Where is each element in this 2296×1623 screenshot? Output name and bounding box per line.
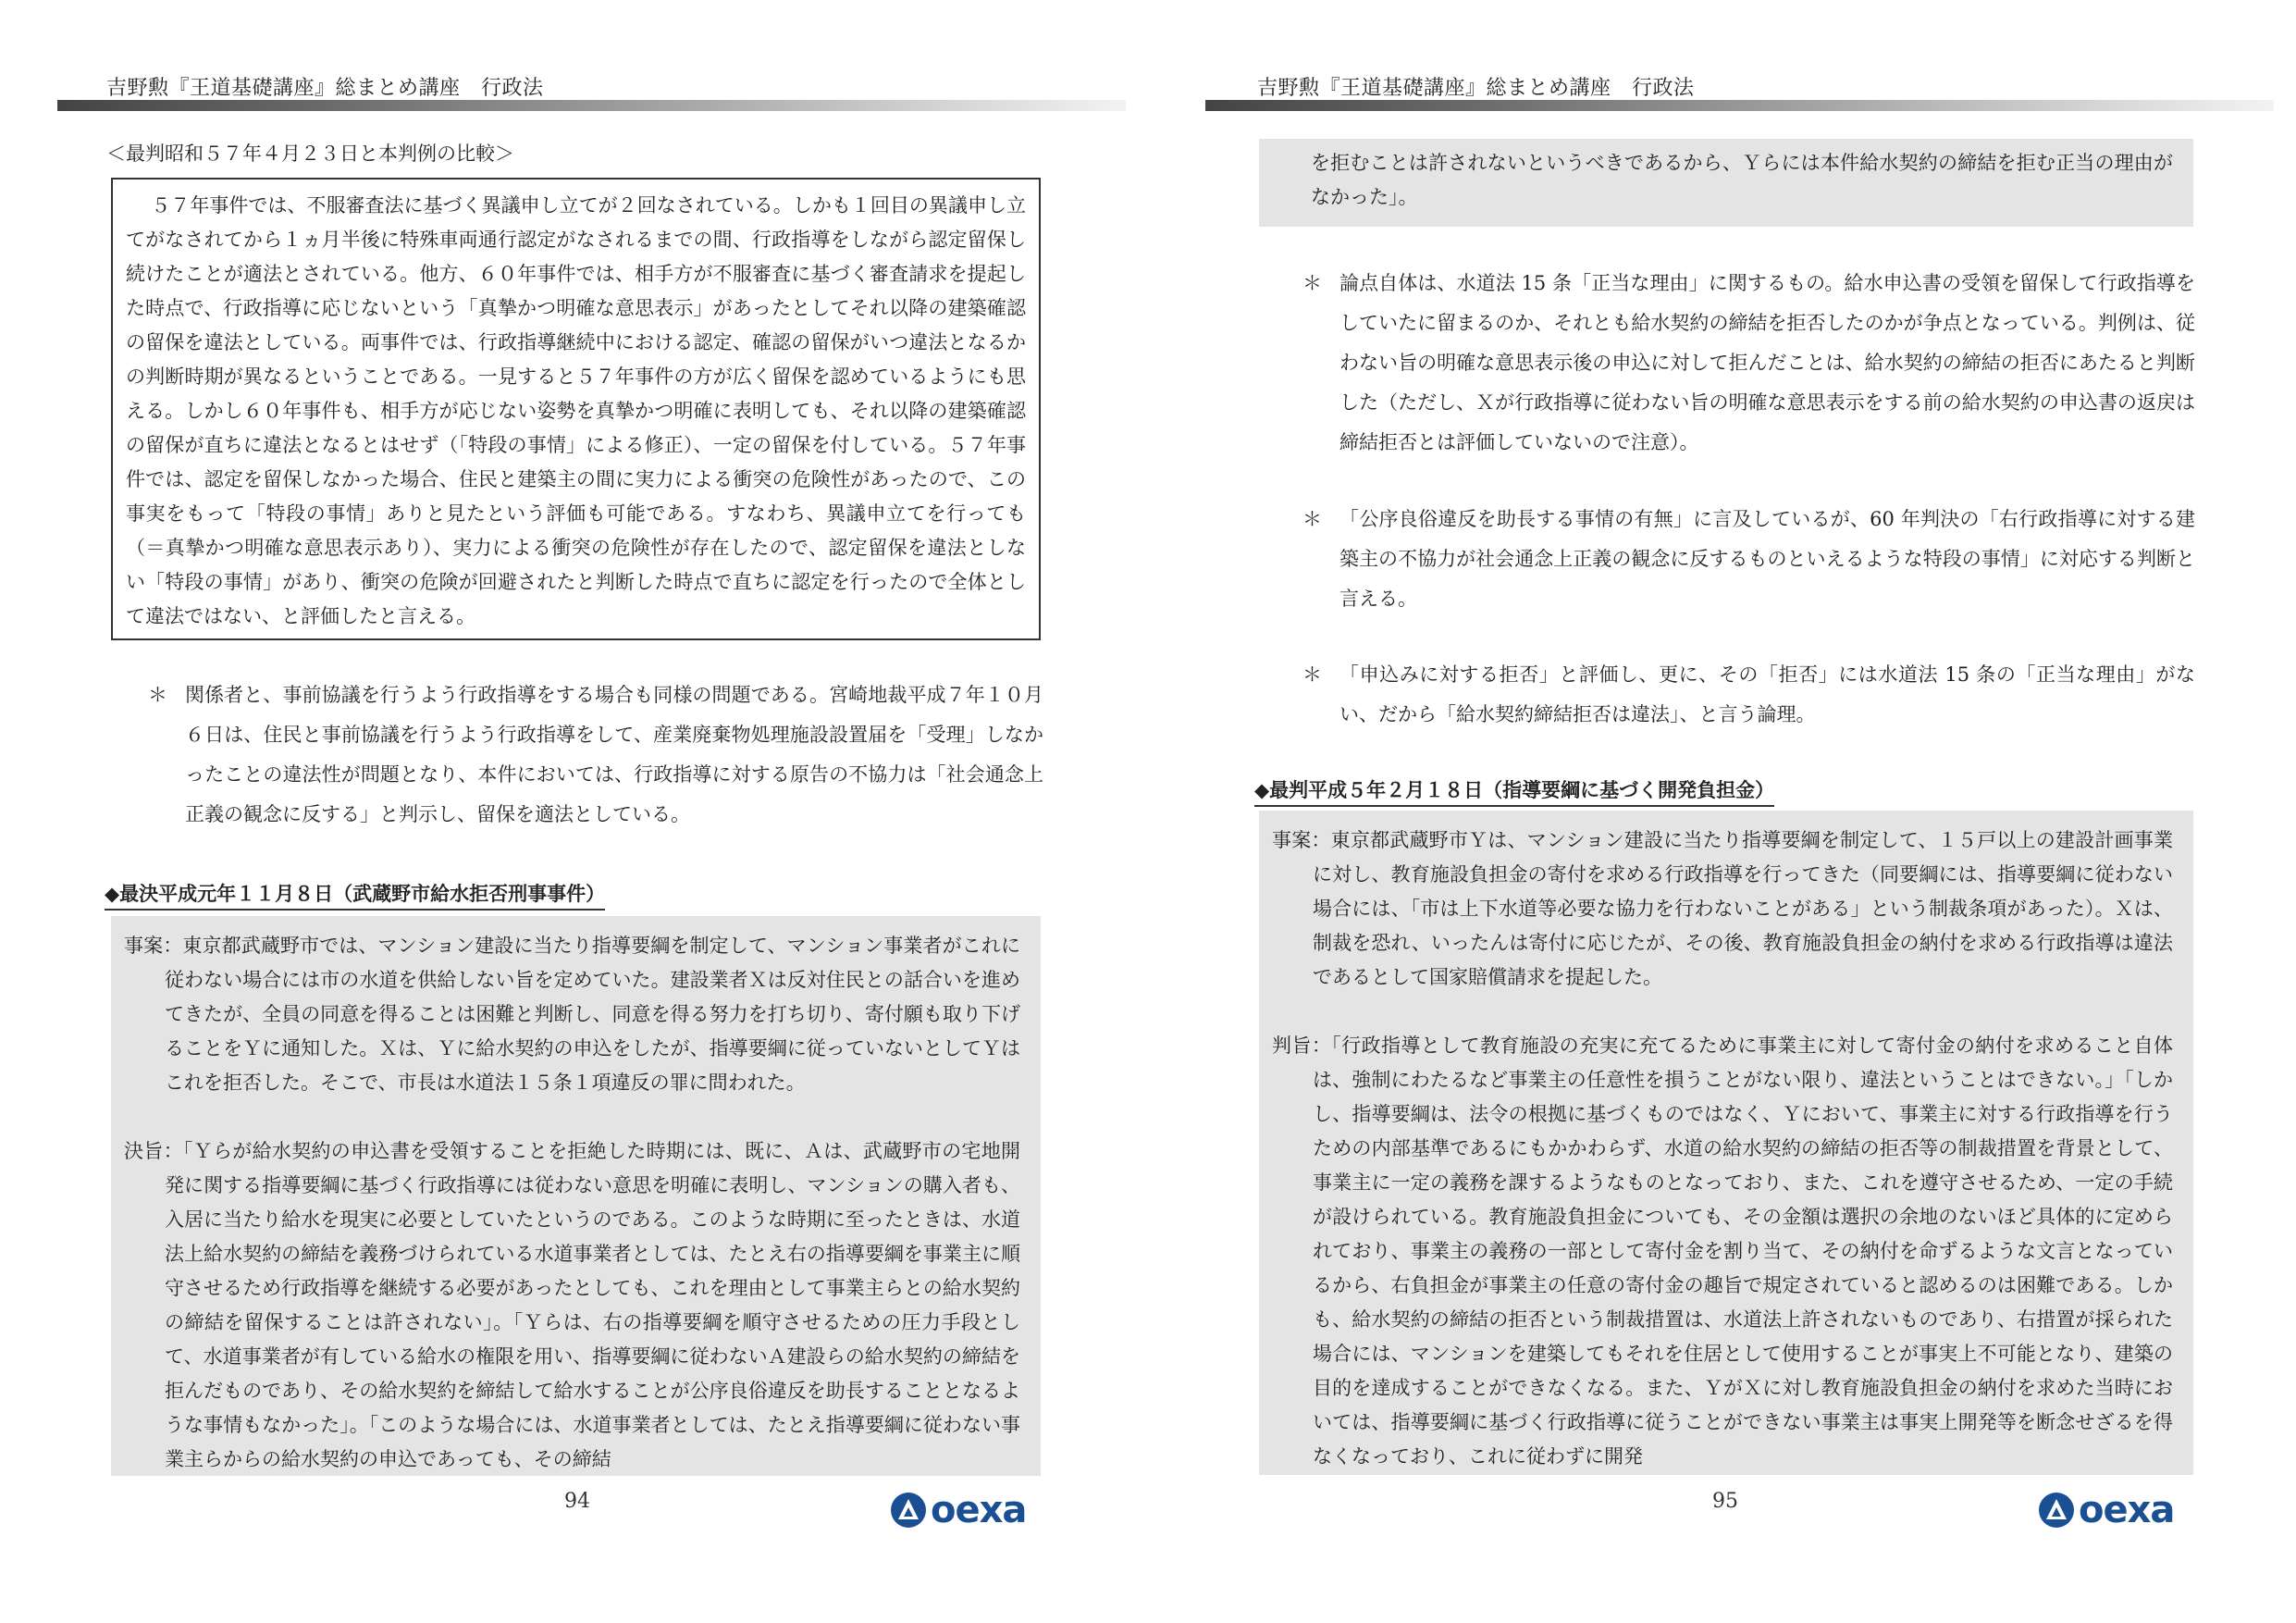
page-number: 95 [1712, 1490, 1738, 1513]
header-title: 吉野勲『王道基礎講座』総まとめ講座 行政法 [1257, 77, 1695, 100]
publisher-logo [890, 1489, 1027, 1531]
case-text: 東京都武蔵野市では、マンション建設に当たり指導要綱を制定して、マンション事業者がこれに従わない場合には市の水道を供給しない旨を定めていた。建設業者Ｘは反対住民との話合いを進めてきたが、全員の同意を得ることは困難と判断し、同意を得る努力を打ち切り、寄付願も取り下げることをＹに通知した。Ｘは、Ｙに給水契約の申込をしたが、指導要綱に従っていないとしてＹはこれを拒否した。そこで、市長は水道法１５条１項違反の罪に問われた。 [165, 935, 1021, 1094]
holding-label: 判旨： [1272, 1035, 1332, 1057]
section-title: ◆最決平成元年１１月８日（武蔵野市給水拒否刑事事件） [105, 879, 605, 911]
asterisk-marker: ＊ [148, 684, 167, 706]
logo-mark-icon [890, 1492, 927, 1529]
header-rule [57, 100, 1126, 111]
publisher-logo [2038, 1489, 2175, 1531]
asterisk-marker: ＊ [1302, 663, 1322, 686]
case-label: 事案： [124, 935, 183, 957]
continued-box [1259, 139, 2193, 227]
note-text: 論点自体は、水道法 15 条「正当な理由」に関するもの。給水申込書の受領を留保して行政指導をしていたに留まるのか、それとも給水契約の締結を拒否したのかが争点となっている。判例は、従わない旨の明確な意思表示後の申込に対して拒んだことは、給水契約の締結の拒否にあたると判断した（ただし、Ｘが行政指導に従わない旨の明確な意思表示をする前の給水契約の申込書の返戻は締結拒否とは評価していないので注意）。 [1339, 272, 2195, 453]
note-item [148, 675, 1043, 835]
note-item [1302, 500, 2195, 619]
comparison-box [111, 178, 1041, 640]
header-rule [1205, 100, 2274, 111]
note-text: 関係者と、事前協議を行うよう行政指導をする場合も同様の問題である。宮崎地裁平成７年１０月６日は、住民と事前協議を行うよう行政指導をして、産業廃棄物処理施設設置届を「受理」しなかったことの違法性が問題となり、本件においては、行政指導に対する原告の不協力は「社会通念上正義の観念に反する」と判示し、留保を適法としている。 [185, 684, 1043, 825]
case-facts [1272, 824, 2173, 995]
comparison-text: ５７年事件では、不服審査法に基づく異議申し立てが２回なされている。しかも１回目の異議申し立てがなされてから１ヵ月半後に特殊車両通行認定がなされるまでの間、行政指導をしながら認定留保し続けたことが適法とされている。他方、６０年事件では、相手方が不服審査に基づく審査請求を提起した時点で、行政指導に応じないという「真摯かつ明確な意思表示」があったとしてそれ以降の建築確認の留保を違法としている。両事件では、行政指導継続中における認定、確認の留保がいつ違法となるかの判断時期が異なるということである。一見すると５７年事件の方が広く留保を認めているようにも思える。しかし６０年事件も、相手方が応じない姿勢を真摯かつ明確に表明しても、それ以降の建築確認の留保が直ちに違法となるとはせず（「特段の事情」による修正）、一定の留保を付している。５７年事件では、認定を留保しなかった場合、住民と建築主の間に実力による衝突の危険性があったので、この事実をもって「特段の事情」ありと見たという評価も可能である。すなわち、異議申立てを行っても（＝真摯かつ明確な意思表示あり）、実力による衝突の危険性が存在したので、認定留保を違法としない「特段の事情」があり、衝突の危険が回避されたと判断した時点で直ちに認定を行ったので全体として違法ではない、と評価したと言える。 [126, 194, 1026, 627]
holding-label: 決旨： [124, 1140, 183, 1162]
case-holding [124, 1134, 1021, 1476]
case-label: 事案： [1272, 829, 1331, 851]
page-number: 94 [564, 1490, 590, 1513]
case-box [111, 916, 1041, 1476]
comparison-caption: ＜最判昭和５７年４月２３日と本判例の比較＞ [106, 142, 514, 165]
logo-text: oexa [931, 1489, 1027, 1531]
case-holding [1272, 1029, 2173, 1474]
logo-mark-icon [2038, 1492, 2075, 1529]
note-text: 「申込みに対する拒否」と評価し、更に、その「拒否」には水道法 15 条の「正当な理由」がない、だから「給水契約締結拒否は違法」、と言う論理。 [1339, 663, 2195, 725]
note-item [1302, 264, 2195, 463]
asterisk-marker: ＊ [1302, 272, 1322, 294]
asterisk-marker: ＊ [1302, 508, 1322, 530]
note-text: 「公序良俗違反を助長する事情の有無」に言及しているが、60 年判決の「右行政指導に対する建築主の不協力が社会通念上正義の観念に反するものといえるような特段の事情」に対応する判断と言える。 [1339, 508, 2195, 610]
case-text: 東京都武蔵野市Ｙは、マンション建設に当たり指導要綱を制定して、１５戸以上の建設計画事業に対し、教育施設負担金の寄付を求める行政指導を行ってきた（同要綱には、指導要綱に従わない場合には、「市は上下水道等必要な協力を行わないことがある」という制裁条項があった）。Ｘは、制裁を恐れ、いったんは寄付に応じたが、その後、教育施設負担金の納付を求める行政指導は違法であるとして国家賠償請求を提起した。 [1313, 829, 2173, 988]
continued-text: を拒むことは許されないというべきであるから、Ｙらには本件給水契約の締結を拒む正当の理由がなかった」。 [1311, 152, 2173, 208]
right-page [1148, 0, 2296, 1623]
note-item [1302, 655, 2195, 735]
header-title: 吉野勲『王道基礎講座』総まとめ講座 行政法 [106, 77, 544, 100]
holding-text: 「行政指導として教育施設の充実に充てるために事業主に対して寄付金の納付を求めること自体は、強制にわたるなど事業主の任意性を損うことがない限り、違法ということはできない。」「しかし、指導要綱は、法令の根拠に基づくものではなく、Ｙにおいて、事業主に対する行政指導を行うための内部基準であるにもかかわらず、水道の給水契約の締結の拒否等の制裁措置を背景として、事業主に一定の義務を課するようなものとなっており、また、これを遵守させるため、一定の手続が設けられている。教育施設負担金についても、その金額は選択の余地のないほど具体的に定められており、事業主の義務の一部として寄付金を割り当て、その納付を命ずるような文言となっているから、右負担金が事業主の任意の寄付金の趣旨で規定されていると認めるのは困難である。しかも、給水契約の締結の拒否という制裁措置は、水道法上許されないものであり、右措置が採られた場合には、マンションを建築してもそれを住居として使用することが事実上不可能となり、建築の目的を達成することができなくなる。また、ＹがＸに対し教育施設負担金の納付を求めた当時においては、指導要綱に基づく行政指導に従うことができない事業主は事実上開発等を断念せざるを得なくなっており、これに従わずに開発 [1313, 1035, 2173, 1468]
case-facts [124, 929, 1021, 1100]
holding-text: 「Ｙらが給水契約の申込書を受領することを拒絶した時期には、既に、Ａは、武蔵野市の宅地開発に関する指導要綱に基づく行政指導には従わない意思を明確に表明し、マンションの購入者も、入居に当たり給水を現実に必要としていたというのである。このような時期に至ったときは、水道法上給水契約の締結を義務づけられている水道事業者としては、たとえ右の指導要綱を事業主に順守させるため行政指導を継続する必要があったとしても、これを理由として事業主らとの給水契約の締結を留保することは許されない」。「Ｙらは、右の指導要綱を順守させるための圧力手段として、水道事業者が有している給水の権限を用い、指導要綱に従わないＡ建設らの給水契約の締結を拒んだものであり、その給水契約を締結して給水することが公序良俗違反を助長することとなるような事情もなかった」。「このような場合には、水道事業者としては、たとえ指導要綱に従わない事業主らからの給水契約の申込であっても、その締結 [165, 1140, 1021, 1470]
case-box [1259, 811, 2193, 1475]
section-title: ◆最判平成５年２月１８日（指導要綱に基づく開発負担金） [1254, 775, 1774, 807]
logo-text: oexa [2079, 1489, 2175, 1531]
